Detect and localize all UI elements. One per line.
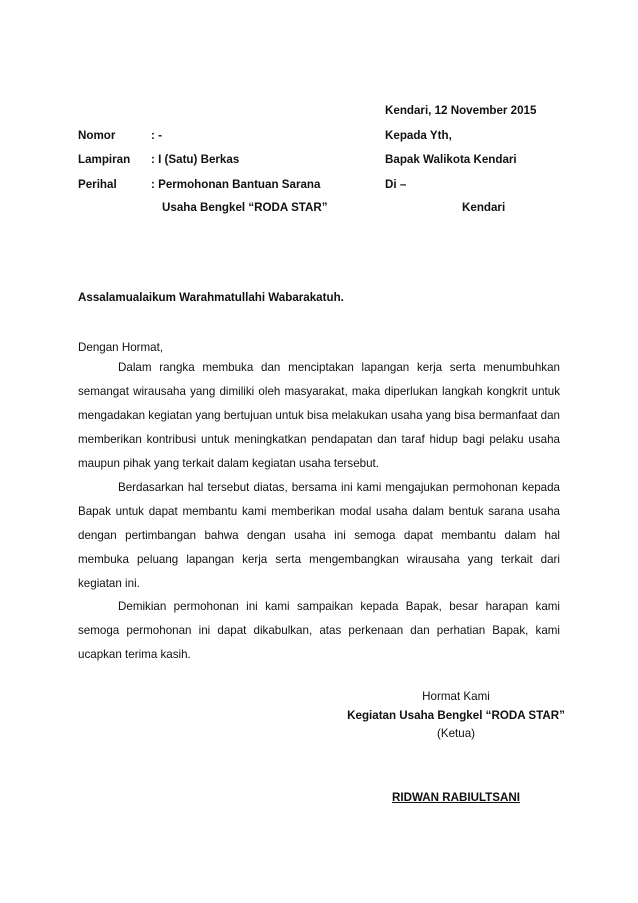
recipient-line-1: Kepada Yth,: [385, 129, 452, 142]
lampiran-label: Lampiran: [78, 153, 131, 166]
paragraph-2-text: Berdasarkan hal tersebut diatas, bersama ini kami mengajukan permohonan kepada Bapak untuk dapat membantu kami memberikan modal usaha dalam bentuk sarana usaha dengan pertimbangan bahwa dengan usaha ini semoga dapat membantu dalam hal membuka peluang lapangan kerja serta mengembangkan wirausaha yang terkait dari kegiatan ini.: [78, 481, 560, 590]
greeting: Assalamualaikum Warahmatullahi Wabarakatuh.: [78, 291, 344, 304]
perihal-label: Perihal: [78, 178, 117, 191]
nomor-label: Nomor: [78, 129, 116, 142]
paragraph-1-text: Dalam rangka membuka dan menciptakan lapangan kerja serta menumbuhkan semangat wirausaha yang dimiliki oleh masyarakat, maka diperlukan langkah kongkrit untuk mengadakan kegiatan yang bertujuan untuk bisa melakukan usaha yang bisa bermanfaat dan memberikan kontribusi untuk meningkatkan pendapatan dan taraf hidup bagi pelaku usaha maupun pihak yang terkait dalam kegiatan usaha tersebut.: [78, 361, 560, 470]
letter-date: Kendari, 12 November 2015: [385, 104, 537, 117]
recipient-city: Kendari: [462, 201, 506, 214]
paragraph-1: [78, 356, 560, 476]
lampiran-value: : I (Satu) Berkas: [151, 153, 240, 166]
recipient-line-3: Di –: [385, 178, 407, 191]
closing: Hormat Kami: [422, 690, 490, 703]
perihal-value-line-2: Usaha Bengkel “RODA STAR”: [162, 201, 328, 214]
paragraph-3-text: Demikian permohonan ini kami sampaikan kepada Bapak, besar harapan kami semoga permohonan ini dapat dikabulkan, atas perkenaan dan perhatian Bapak, kami ucapkan terima kasih.: [78, 600, 560, 661]
signer-name: RIDWAN RABIULTSANI: [392, 791, 520, 804]
paragraph-3: [78, 595, 560, 667]
perihal-value: : Permohonan Bantuan Sarana: [151, 178, 321, 191]
organization: Kegiatan Usaha Bengkel “RODA STAR”: [347, 709, 565, 722]
nomor-value: : -: [151, 129, 162, 142]
signer-position: (Ketua): [436, 727, 476, 740]
opening: Dengan Hormat,: [78, 341, 164, 354]
paragraph-2: [78, 476, 560, 596]
recipient-line-2: Bapak Walikota Kendari: [385, 153, 517, 166]
